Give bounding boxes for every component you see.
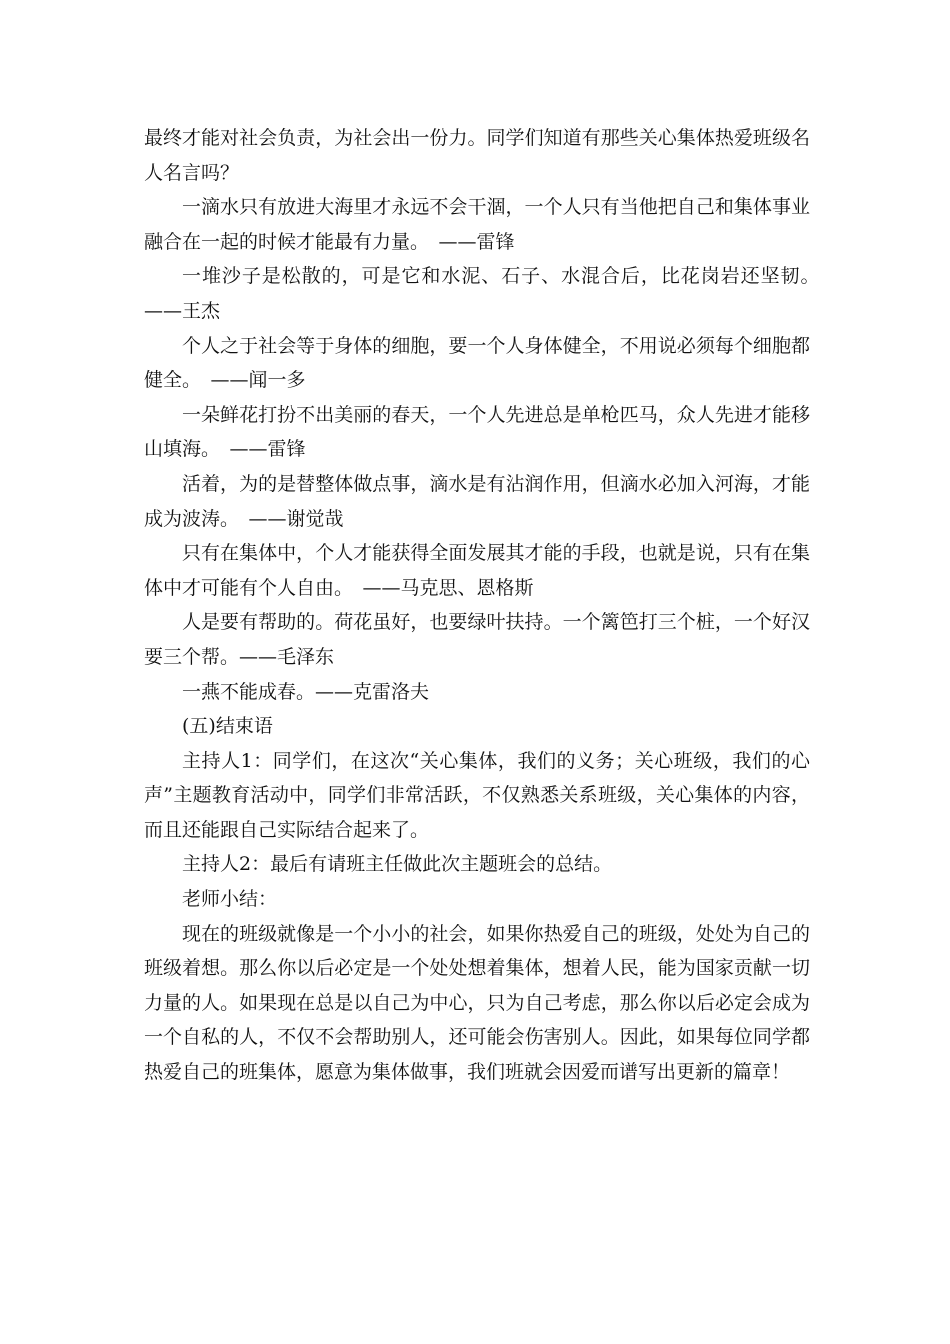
quote-paragraph: 人是要有帮助的。荷花虽好，也要绿叶扶持。一个篱笆打三个桩，一个好汉要三个帮。——毛泽东 xyxy=(144,611,810,668)
quote-paragraph: 一滴水只有放进大海里才永远不会干涸，一个人只有当他把自己和集体事业融合在一起的时候才能最有力量。 ——雷锋 xyxy=(144,196,810,253)
host-2-paragraph: 主持人2：最后有请班主任做此次主题班会的总结。 xyxy=(182,853,613,876)
document-body xyxy=(144,121,830,1090)
section-heading: (五)结束语 xyxy=(182,715,273,738)
quote-paragraph: 一燕不能成春。——克雷洛夫 xyxy=(182,680,430,703)
paragraph: 最终才能对社会负责，为社会出一份力。同学们知道有那些关心集体热爱班级名人名言吗？ xyxy=(144,127,810,184)
quote-paragraph: 活着，为的是替整体做点事，滴水是有沾润作用，但滴水必加入河海，才能成为波涛。 ——谢觉哉 xyxy=(144,472,810,530)
quote-paragraph: 一朵鲜花打扮不出美丽的春天，一个人先进总是单枪匹马，众人先进才能移山填海。 ——雷锋 xyxy=(144,403,810,461)
teacher-summary-label: 老师小结： xyxy=(182,888,278,911)
host-1-paragraph: 主持人1：同学们，在这次“关心集体，我们的义务；关心班级，我们的心声”主题教育活动中，同学们非常活跃，不仅熟悉关系班级，关心集体的内容，而且还能跟自己实际结合起来了。 xyxy=(144,749,810,841)
teacher-summary-paragraph: 现在的班级就像是一个小小的社会，如果你热爱自己的班级，处处为自己的班级着想。那么你以后必定是一个处处想着集体，想着人民，能为国家贡献一切力量的人。如果现在总是以自己为中心，只为自己考虑，那么你以后必定会成为一个自私的人，不仅不会帮助别人，还可能会伤害别人。因此，如果每位同学都热爱自己的班集体，愿意为集体做事，我们班就会因爱而谱写出更新的篇章！ xyxy=(144,922,810,1084)
quote-paragraph: 一堆沙子是松散的，可是它和水泥、石子、水混合后，比花岗岩还坚韧。 ——王杰 xyxy=(144,265,830,322)
quote-paragraph: 只有在集体中，个人才能获得全面发展其才能的手段，也就是说，只有在集体中才可能有个人自由。 ——马克思、恩格斯 xyxy=(144,542,810,599)
quote-paragraph: 个人之于社会等于身体的细胞，要一个人身体健全，不用说必须每个细胞都健全。 ——闻一多 xyxy=(144,334,810,392)
